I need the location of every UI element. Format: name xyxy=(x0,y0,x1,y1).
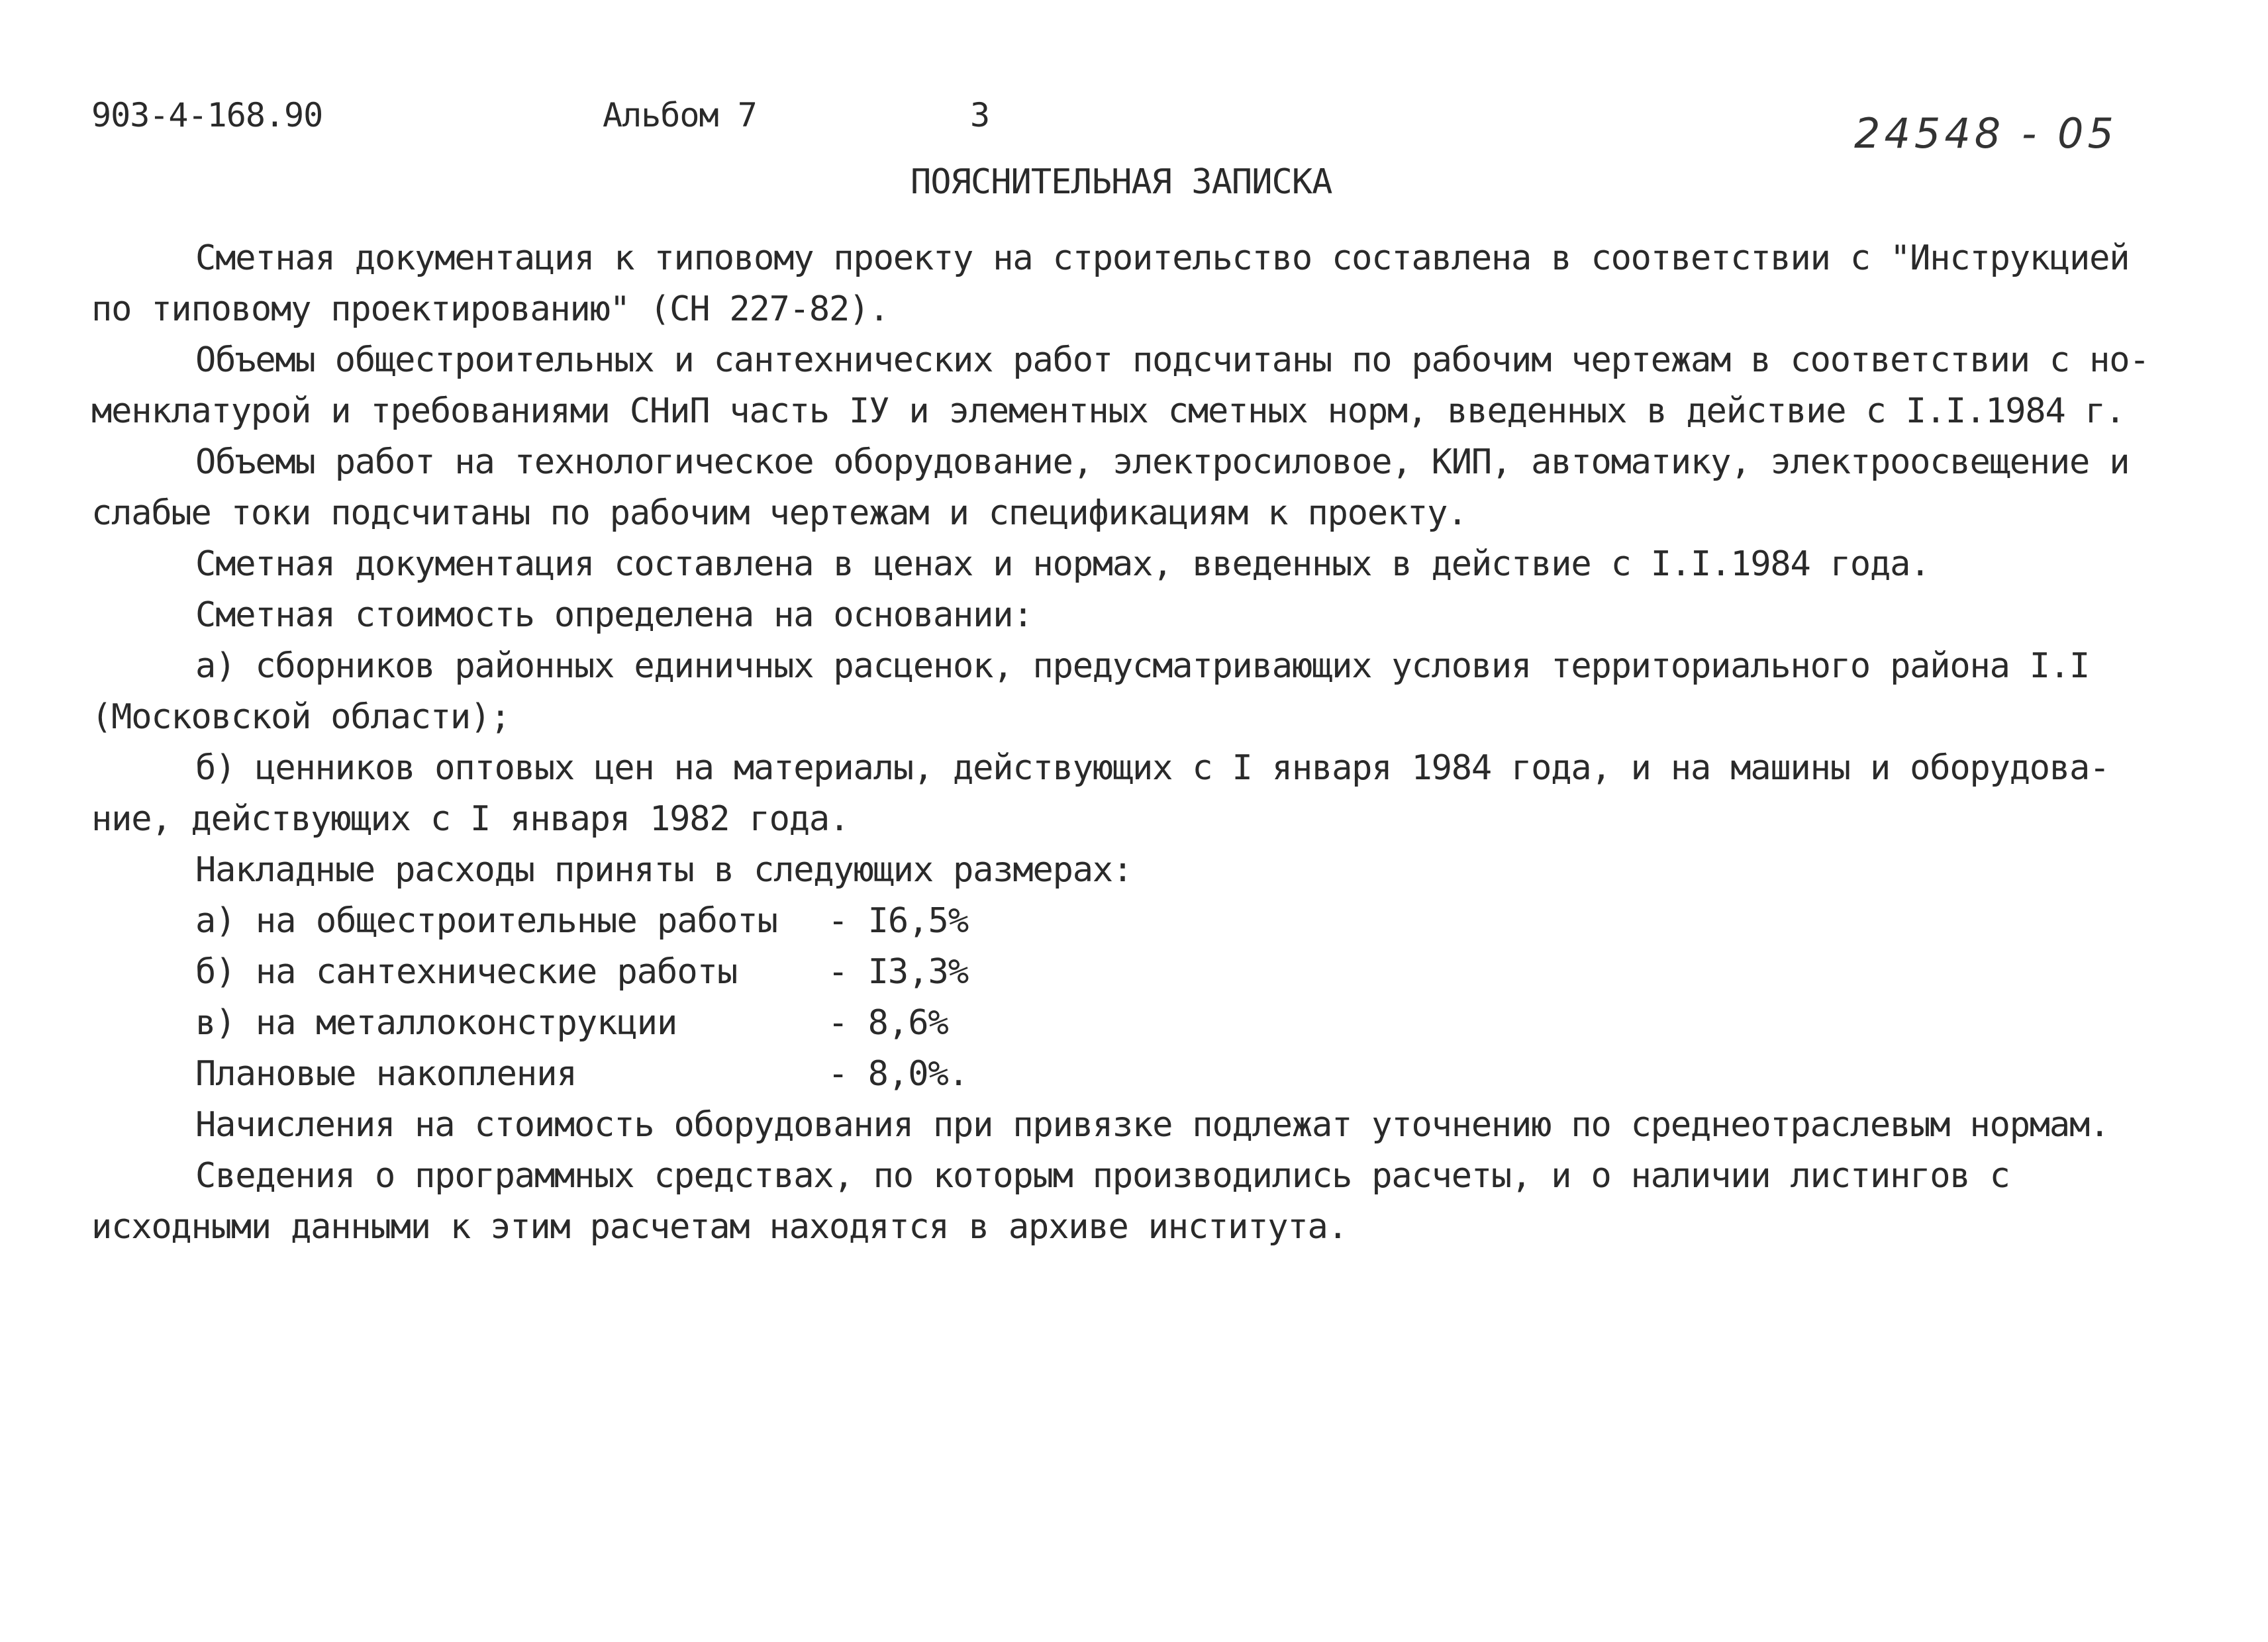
rate-value: - I3,3% xyxy=(828,952,969,992)
document-title: ПОЯСНИТЕЛЬНАЯ ЗАПИСКА xyxy=(911,162,1332,202)
text-line: Сметная документация к типовому проекту на строительство составлена в соответствии с "Инструкцией xyxy=(195,238,2130,278)
text-line: Накладные расходы приняты в следующих размерах: xyxy=(195,850,1133,890)
rate-label: в) на металлоконструкции xyxy=(195,1003,677,1043)
text-line: ние, действующих с I января 1982 года. xyxy=(91,799,850,839)
rate-label: б) на сантехнические работы xyxy=(195,952,738,992)
text-line: Сметная документация составлена в ценах и нормах, введенных в действие с I.I.1984 года. xyxy=(195,544,1930,584)
document-code: 903-4-168.90 xyxy=(91,96,323,134)
rate-label: а) на общестроительные работы xyxy=(195,901,777,941)
text-line: исходными данными к этим расчетам находятся в архиве института. xyxy=(91,1207,1348,1247)
text-line: Сметная стоимость определена на основании: xyxy=(195,595,1033,635)
rate-value: - 8,6% xyxy=(828,1003,948,1043)
text-line: б) ценников оптовых цен на материалы, действующих с I января 1984 года, и на машины и оборудова- xyxy=(195,748,2110,788)
text-line: Сведения о программных средствах, по которым производились расчеты, и о наличии листингов с xyxy=(195,1156,2010,1196)
text-line: слабые токи подсчитаны по рабочим чертежам и спецификациям к проекту. xyxy=(91,493,1467,533)
page-number: 3 xyxy=(970,96,990,134)
text-line: по типовому проектированию" (СН 227-82). xyxy=(91,289,889,329)
text-line: Объемы работ на технологическое оборудование, электросиловое, КИП, автоматику, электроосвещение и xyxy=(195,442,2130,482)
rate-value: - 8,0%. xyxy=(828,1054,969,1094)
handwritten-number: 24548 - 05 xyxy=(1854,109,2118,158)
text-line: а) сборников районных единичных расценок, предусматривающих условия территориального района I.I xyxy=(195,646,2090,686)
text-line: (Московской области); xyxy=(91,697,511,737)
rate-label: Плановые накопления xyxy=(195,1054,577,1094)
text-line: менклатурой и требованиями СНиП часть IУ и элементных сметных норм, введенных в действие с I.I.1984 г. xyxy=(91,391,2125,431)
text-line: Объемы общестроительных и сантехнических работ подсчитаны по рабочим чертежам в соответствии с но- xyxy=(195,340,2149,380)
text-line: Начисления на стоимость оборудования при привязке подлежат уточнению по среднеотраслевым нормам. xyxy=(195,1105,2110,1145)
album-label: Альбом 7 xyxy=(603,96,757,134)
rate-value: - I6,5% xyxy=(828,901,969,941)
